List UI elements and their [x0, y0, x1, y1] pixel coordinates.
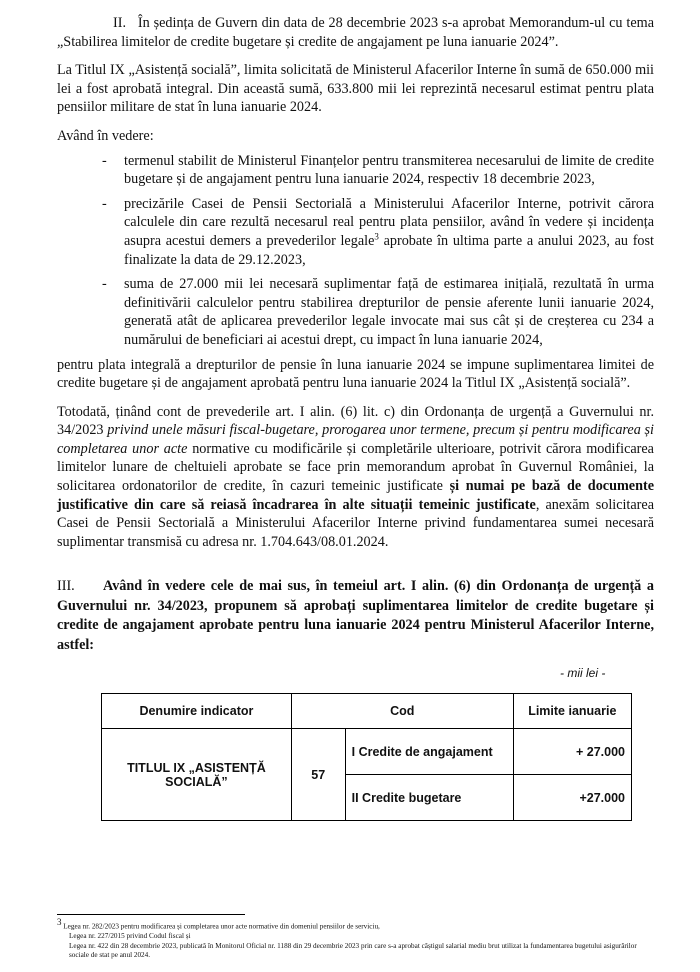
footnote-line: Legea nr. 282/2023 pentru modificarea și completarea unor acte normative din domeniul pensiilor de serviciu,	[63, 922, 380, 931]
considerations-list	[105, 152, 654, 350]
footnote-divider	[57, 914, 245, 915]
limits-table	[101, 693, 632, 821]
footnote-mark: 3	[57, 917, 62, 927]
indicator-cell: TITLUL IX „ASISTENȚĂ SOCIALĂ”	[102, 729, 292, 821]
table-row	[102, 729, 632, 775]
list-item: - suma de 27.000 mii lei necesară suplimentar față de estimarea inițială, rezultată în urma definitivării calculelor pentru stabilirea drepturilor de pensie aferente lunii ianuarie 2024, generată atât de aplicarea prevederilor legale invocate mai sus cât și de creșterea cu 234 a numărului de beneficiari ai acestui drept, cu impact în luna ianuarie 2024,	[105, 275, 654, 349]
document-body	[57, 14, 654, 655]
code-cell: 57	[291, 729, 345, 821]
section-2-paragraph-5: Totodată, ținând cont de prevederile art. I alin. (6) lit. c) din Ordonanța de urgență a Guvernului nr. 34/2023 privind unele măsuri fiscal-bugetare, prorogarea unor termene, precum și pentru modificarea și completarea unor acte normative cu modificările și completările ulterioare, potrivit cărora modificarea limitelor lunare de cheltuieli aprobate se face prin memorandum aprobat în Guvernul României, la solicitarea ordonatorilor de credite, în cazuri temeinic justificate și numai pe bază de documente justificative din care să reiasă încadrarea în alte situații temeinic justificate, anexăm solicitarea Casei de Pensii Sectorială a Ministerului Afacerilor Interne privind fundamentarea sumei necesară suplimentar transmisă cu adresa nr. 1.704.643/08.01.2024.	[57, 403, 655, 550]
row-value: + 27.000	[513, 729, 631, 775]
footnote	[57, 917, 657, 961]
section-2-number: II.	[113, 15, 126, 31]
row-value: +27.000	[513, 775, 631, 821]
section-2-paragraph-4: pentru plata integrală a drepturilor de pensie în luna ianuarie 2024 se impune suplimentarea limitei de credite bugetare și de angajament aprobată pentru luna ianuarie 2024 la Titlul IX „Asistență socială”.	[57, 356, 654, 392]
table-header: Limite ianuarie	[513, 694, 631, 729]
list-item: - termenul stabilit de Ministerul Finanțelor pentru transmiterea necesarului de limite de credite bugetare și de angajament pentru luna ianuarie 2024, respectiv 18 decembrie 2023,	[105, 152, 654, 189]
section-2-paragraph-3: Având în vedere:	[57, 127, 154, 144]
section-2-paragraph-2: La Titlul IX „Asistență socială”, limita solicitată de Ministerul Afacerilor Interne în sumă de 650.000 mii lei a fost aprobată integral. Din această sumă, 633.800 mii lei reprezintă necesarul estimat pentru plata pensiilor militare de stat în luna ianuarie 2024.	[57, 62, 654, 116]
section-3-paragraph: III. Având în vedere cele de mai sus, în temeiul art. I alin. (6) din Ordonanța de urgență a Guvernului nr. 34/2023, propunem să aprobați suplimentarea limitelor de credite bugetare și credite de angajament aprobate pentru luna ianuarie 2024 pentru Ministerul Afacerilor Interne, astfel:	[57, 578, 654, 653]
unit-label: - mii lei -	[560, 666, 606, 680]
section-3-number: III.	[57, 578, 75, 595]
table-header-row	[102, 694, 632, 729]
section-2-intro	[57, 14, 654, 51]
list-item: - precizările Casei de Pensii Sectorială a Ministerului Afacerilor Interne, potrivit cărora calculele din care rezultă necesarul real pentru plata pensiilor, având în vedere și incidența asupra acestui demers a prevederilor legale$^3$ aprobate în ultima parte a anului 2023, au fost finalizate la data de 29.12.2023,	[105, 195, 654, 269]
row-label: II Credite bugetare	[345, 775, 513, 821]
footnote-ref: 3	[374, 231, 379, 242]
footnote-line: Legea nr. 227/2015 privind Codul fiscal și	[69, 931, 191, 940]
section-2-paragraph-1: În ședința de Guvern din data de 28 decembrie 2023 s-a aprobat Memorandum-ul cu tema „Stabilirea limitelor de credite bugetare și credite de angajament pe luna ianuarie 2024”.	[57, 15, 655, 50]
row-label: I Credite de angajament	[345, 729, 513, 775]
table-header: Cod	[291, 694, 513, 729]
table-header: Denumire indicator	[102, 694, 292, 729]
footnote-line: Legea nr. 422 din 28 decembrie 2023, publicată în Monitorul Oficial nr. 1188 din 29 decembrie 2023 prin care s-a aprobat câștigul salarial mediu brut utilizat la fundamentarea bugetului asigurărilor sociale de stat pe anul 2024.	[69, 941, 637, 960]
